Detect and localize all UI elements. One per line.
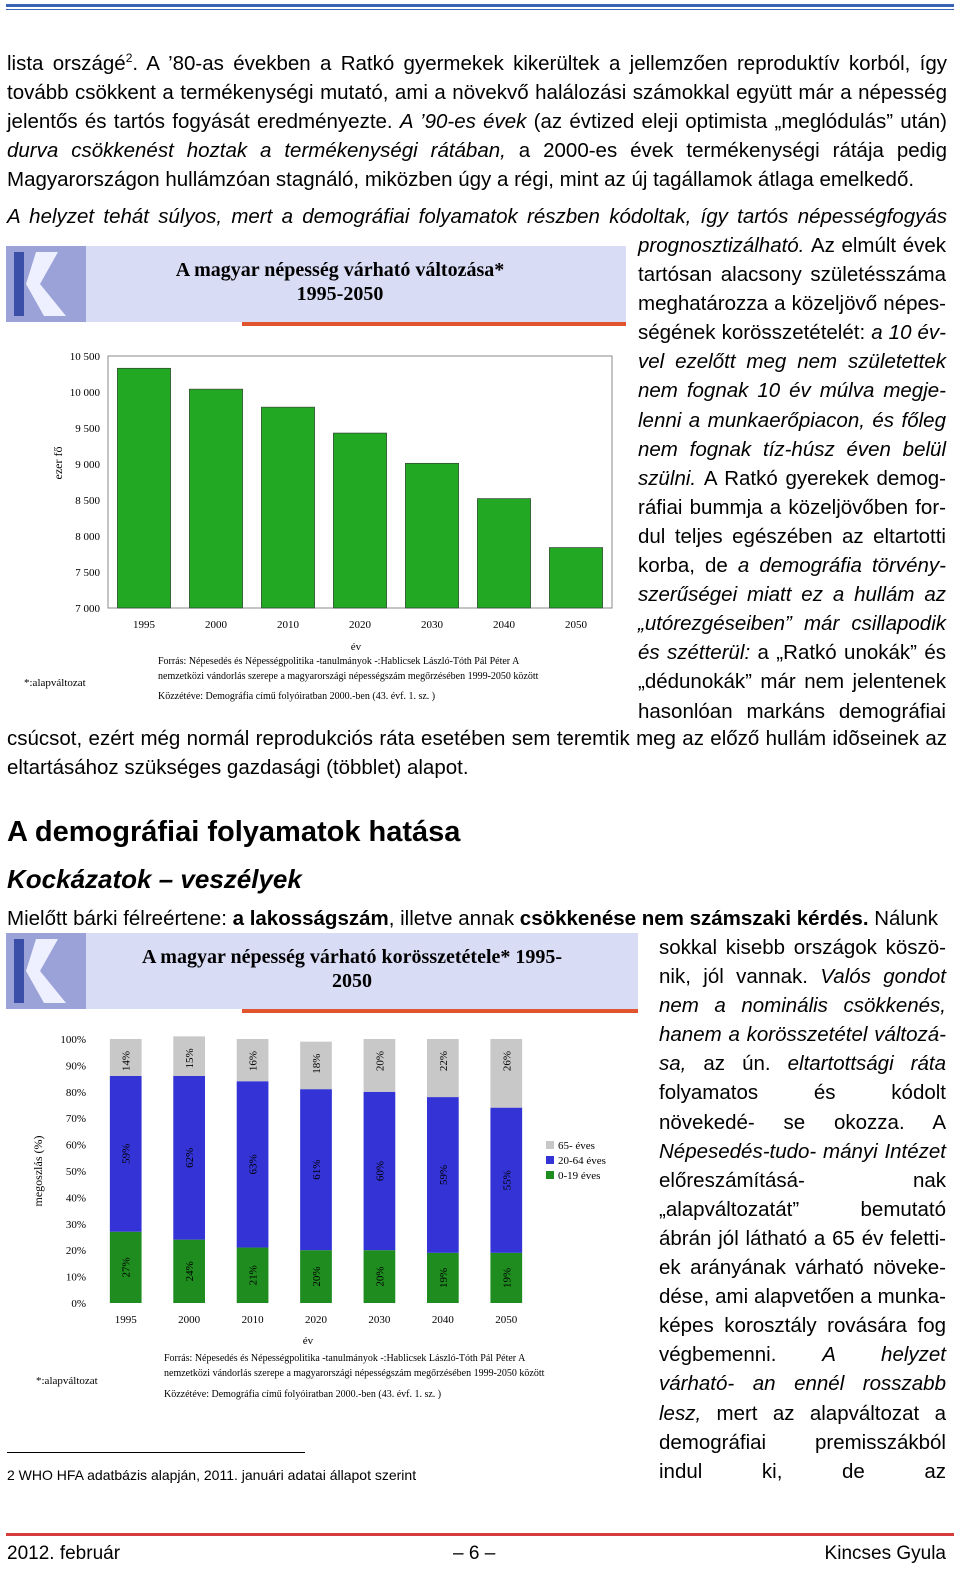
bar bbox=[549, 548, 602, 608]
column-text-run: előreszámításá- bbox=[659, 1168, 913, 1192]
footnote-rule bbox=[7, 1452, 305, 1453]
column-text-run: tartósan alacsony születésszáma bbox=[638, 263, 946, 287]
data-label: 62% bbox=[184, 1147, 197, 1168]
data-label: 14% bbox=[120, 1050, 133, 1072]
column-text-run: eltartottsági ráta bbox=[787, 1052, 947, 1076]
logo-icon bbox=[14, 939, 24, 1003]
x-tick-label: 2020 bbox=[305, 1314, 327, 1326]
column-text-run: hasonlóan markáns demográfiai bbox=[638, 699, 946, 723]
column-text-run: „utórezgéseiben” már csillapodik bbox=[638, 612, 946, 636]
chart-source: Forrás: Népesedés és Népességpolitika -tanulmányok -:Hablicsek László-Tóth Pál Péter A bbox=[158, 656, 520, 667]
age-structure-chart-svg bbox=[6, 933, 646, 1411]
data-label: 55% bbox=[501, 1170, 514, 1191]
column-text-run: Az elmúlt évek bbox=[810, 234, 946, 257]
y-tick-label: 90% bbox=[65, 1060, 86, 1073]
chart-source: nemzetközi vándorlás szerepe a magyarországi népességszám megőrzésében 1999-2050 között bbox=[164, 1368, 545, 1379]
y-tick-label: 80% bbox=[65, 1086, 86, 1099]
right-column-2 bbox=[659, 933, 946, 1486]
column-text-run: képes korosztály rovására fog bbox=[659, 1314, 946, 1338]
y-axis-label: megoszlás (%) bbox=[31, 1135, 45, 1207]
y-tick-label: 40% bbox=[65, 1192, 86, 1205]
column-text-run: premisszákból indul ki, de az bbox=[659, 1430, 946, 1483]
y-axis-label: ezer fő bbox=[51, 446, 65, 480]
column-text-run: lenni a munkaerőpiacon, és főleg bbox=[638, 408, 946, 432]
data-label: 27% bbox=[120, 1257, 133, 1278]
data-label: 26% bbox=[501, 1050, 514, 1072]
chart-source: Közzétéve: Demográfia című folyóiratban 2000.-ben (43. évf. 1. sz. ) bbox=[158, 691, 436, 702]
footer-rule bbox=[6, 1533, 954, 1536]
x-axis-label: év bbox=[350, 641, 362, 653]
data-label: 59% bbox=[120, 1143, 133, 1164]
column-text-run: korba, de bbox=[638, 554, 738, 578]
footer-date: 2012. február bbox=[7, 1543, 121, 1564]
data-label: 19% bbox=[501, 1267, 514, 1289]
bar bbox=[189, 389, 242, 608]
data-label: 20% bbox=[311, 1266, 323, 1287]
column-text-run: mert bbox=[716, 1401, 773, 1425]
x-tick-label: 2040 bbox=[493, 619, 515, 631]
column-text-run: az alapváltozat a demográfiai bbox=[659, 1401, 946, 1454]
x-tick-label: 2050 bbox=[565, 619, 587, 631]
data-label: 60% bbox=[374, 1160, 387, 1182]
column-text-run: ráfiai bummja a közeljövőben for- bbox=[638, 495, 946, 519]
column-text-run: szerűségei miatt ez a hullám az bbox=[638, 583, 946, 607]
paragraph-2: A helyzet tehát súlyos, mert a demográfiai folyamatok részben kódoltak, így tartós népességfogyás bbox=[7, 205, 947, 228]
x-axis-label: év bbox=[302, 1335, 314, 1347]
footer-author: Kincses Gyula bbox=[824, 1543, 946, 1564]
column-text-run: A helyzet várható- bbox=[659, 1343, 946, 1396]
column-text-run: mányi Intézet bbox=[823, 1139, 946, 1163]
population-chart-svg bbox=[6, 246, 626, 712]
data-label: 20% bbox=[374, 1266, 387, 1287]
top-rule-thin bbox=[6, 9, 954, 10]
column-text-run: az ún. bbox=[703, 1052, 788, 1076]
bar bbox=[261, 407, 314, 608]
y-tick-label: 7 000 bbox=[75, 603, 100, 615]
column-text-run: a demográfia törvény- bbox=[737, 554, 947, 578]
chart-title: 2050 bbox=[332, 970, 372, 992]
stacked-bar-segment bbox=[490, 1039, 522, 1108]
population-chart bbox=[6, 246, 626, 712]
y-tick-label: 70% bbox=[65, 1113, 86, 1126]
chart-title: 1995-2050 bbox=[296, 283, 384, 305]
legend-label: 20-64 éves bbox=[558, 1155, 606, 1167]
x-tick-label: 2010 bbox=[241, 1314, 264, 1326]
title-accent-line bbox=[242, 1009, 638, 1013]
column-text-run: hanem a korösszetétel változá- bbox=[659, 1023, 946, 1047]
column-text-run: nik, jól vannak. bbox=[659, 965, 821, 989]
column-text-run: an ennél rosszabb lesz, bbox=[659, 1372, 946, 1425]
column-text-run: és szétterül: bbox=[638, 641, 758, 665]
legend-swatch bbox=[546, 1141, 554, 1149]
data-label: 24% bbox=[184, 1261, 197, 1282]
subsection-title: Kockázatok – veszélyek bbox=[7, 864, 302, 894]
y-tick-label: 10 500 bbox=[69, 351, 100, 363]
chart-source: nemzetközi vándorlás szerepe a magyarországi népességszám megőrzésében 1999-2050 között bbox=[158, 671, 539, 682]
footer-page-number: – 6 – bbox=[453, 1543, 496, 1564]
column-text-run: nem a nominális csökkenés, bbox=[659, 994, 946, 1018]
y-tick-label: 50% bbox=[65, 1166, 86, 1178]
bar bbox=[405, 463, 458, 608]
data-label: 63% bbox=[247, 1154, 260, 1175]
y-tick-label: 7 500 bbox=[75, 567, 100, 579]
logo-icon bbox=[14, 252, 24, 316]
data-label: 61% bbox=[311, 1159, 323, 1180]
title-accent-line bbox=[242, 322, 626, 326]
column-text-run: a „Ratkó unokák” és bbox=[757, 641, 946, 665]
chart-header-band bbox=[6, 933, 638, 1009]
column-text-run: végbemenni. bbox=[659, 1343, 823, 1367]
paragraph-1: lista országé$^2$. A ’80-as években a Ratkó gyermekek kikerültek a jellemzően reproduktív korból, így tovább csökkent a termékenységi mutató, ami a növekvő halálozási számokkal együtt már a népesség jelentős és tartós fogyását eredményezte. A ’90-es évek (az évtized eleji optimista „meglódulás” után) durva csökkenést hoztak a termékenységi rátában, a 2000-es évek termékenységi rátája pedig Magyarországon hullámzóan stagnáló, miközben úgy a régi, mint az új tagállamok átlaga emelkedő. bbox=[7, 51, 947, 191]
x-tick-label: 2000 bbox=[178, 1314, 201, 1326]
y-tick-label: 10 000 bbox=[69, 387, 100, 399]
section-title: A demográfiai folyamatok hatása bbox=[7, 816, 461, 848]
chart-note: *:alapváltozat bbox=[36, 1375, 98, 1387]
y-tick-label: 9 000 bbox=[75, 459, 100, 471]
column-text-run: nem fognak 10 év múlva megje- bbox=[638, 379, 946, 403]
column-text-run: A Ratkó gyerekek demog- bbox=[703, 466, 946, 490]
chart-note: *:alapváltozat bbox=[24, 677, 86, 689]
column-text-run: szülni. bbox=[638, 466, 704, 490]
footnote: 2 WHO HFA adatbázis alapján, 2011. januári adatai állapot szerint bbox=[7, 1467, 417, 1483]
legend-label: 0-19 éves bbox=[558, 1170, 601, 1182]
bar bbox=[333, 433, 386, 608]
column-text-run: ek arányának várható növeke- bbox=[659, 1256, 946, 1280]
column-text-run: ségének korösszetételét: bbox=[638, 321, 872, 345]
chart-source: Közzétéve: Demográfia című folyóiratban 2000.-ben (43. évf. 1. sz. ) bbox=[164, 1389, 442, 1400]
x-tick-label: 2040 bbox=[431, 1314, 454, 1326]
legend-swatch bbox=[546, 1156, 554, 1164]
intro-line: Mielőtt bárki félreértene: a lakosságszám, illetve annak csökkenése nem számszaki kérdés. Nálunk bbox=[7, 907, 939, 930]
top-rule bbox=[6, 4, 954, 7]
bar bbox=[477, 499, 530, 608]
column-text-run: meghatározza a közeljövő népes- bbox=[638, 292, 946, 316]
x-tick-label: 2030 bbox=[368, 1314, 391, 1326]
x-tick-label: 2050 bbox=[495, 1314, 518, 1326]
chart-source: Forrás: Népesedés és Népességpolitika -tanulmányok -:Hablicsek László-Tóth Pál Péter A bbox=[164, 1353, 526, 1364]
x-tick-label: 1995 bbox=[133, 619, 155, 631]
column-text-run: vel ezelőtt meg nem születettek bbox=[638, 350, 946, 374]
data-label: 21% bbox=[247, 1265, 260, 1286]
column-text-run: a 10 év- bbox=[871, 321, 947, 345]
column-text-run: Valós gondot bbox=[820, 965, 946, 989]
data-label: 59% bbox=[437, 1164, 450, 1186]
y-tick-label: 60% bbox=[65, 1139, 86, 1152]
column-text-run: ábrán jól látható a 65 év feletti- bbox=[659, 1226, 946, 1250]
right-column-1 bbox=[638, 231, 946, 726]
y-tick-label: 9 500 bbox=[75, 423, 100, 435]
column-text-run: dul teljes egészében az eltartotti bbox=[638, 524, 946, 548]
data-label: 22% bbox=[437, 1050, 450, 1072]
y-tick-label: 20% bbox=[65, 1245, 86, 1258]
column-text-run: nem fognak tíz-húsz éven belül bbox=[638, 437, 946, 461]
data-label: 20% bbox=[374, 1050, 387, 1072]
data-label: 19% bbox=[437, 1267, 450, 1289]
column-text-run: folyamatos és kódolt növekedé- bbox=[659, 1081, 946, 1134]
x-tick-label: 2020 bbox=[349, 619, 371, 631]
age-structure-chart bbox=[6, 933, 646, 1411]
bar bbox=[117, 368, 170, 608]
column-text-run: sokkal kisebb országok köszö- bbox=[659, 936, 946, 959]
data-label: 16% bbox=[247, 1050, 260, 1072]
data-label: 15% bbox=[184, 1048, 197, 1069]
chart-title: A magyar népesség várható korösszetétele* 1995- bbox=[141, 946, 563, 968]
legend-label: 65- éves bbox=[558, 1140, 595, 1152]
column-text-run: nak „alapváltozatát” bemutató bbox=[659, 1168, 946, 1221]
paragraph-after-chart-1: csúcsot, ezért még normál reprodukciós ráta esetében sem teremtik meg az előző hullám idõseinek az eltartásához szükséges gazdasági (többlet) alapot. bbox=[7, 727, 947, 779]
chart-title: A magyar népesség várható változása* bbox=[175, 259, 505, 281]
column-text-run: „dédunokák” már nem jelentenek bbox=[638, 670, 946, 694]
y-tick-label: 0% bbox=[71, 1298, 86, 1310]
x-tick-label: 2010 bbox=[277, 619, 299, 631]
x-tick-label: 2030 bbox=[421, 619, 443, 631]
data-label: 18% bbox=[311, 1053, 323, 1074]
y-tick-label: 8 000 bbox=[75, 531, 100, 543]
column-text-run: prognosztizálható. bbox=[638, 234, 811, 257]
y-tick-label: 10% bbox=[65, 1271, 86, 1284]
x-tick-label: 1995 bbox=[114, 1314, 137, 1326]
y-tick-label: 30% bbox=[65, 1218, 86, 1231]
column-text-run: Népesedés-tudo- bbox=[659, 1139, 824, 1163]
y-tick-label: 8 500 bbox=[75, 495, 100, 507]
column-text-run: sa, bbox=[659, 1052, 704, 1076]
y-tick-label: 100% bbox=[60, 1034, 86, 1046]
legend-swatch bbox=[546, 1171, 554, 1179]
column-text-run: se okozza. A bbox=[783, 1110, 946, 1134]
column-text-run: dése, ami alapvetően a munka- bbox=[659, 1285, 946, 1309]
x-tick-label: 2000 bbox=[205, 619, 227, 631]
